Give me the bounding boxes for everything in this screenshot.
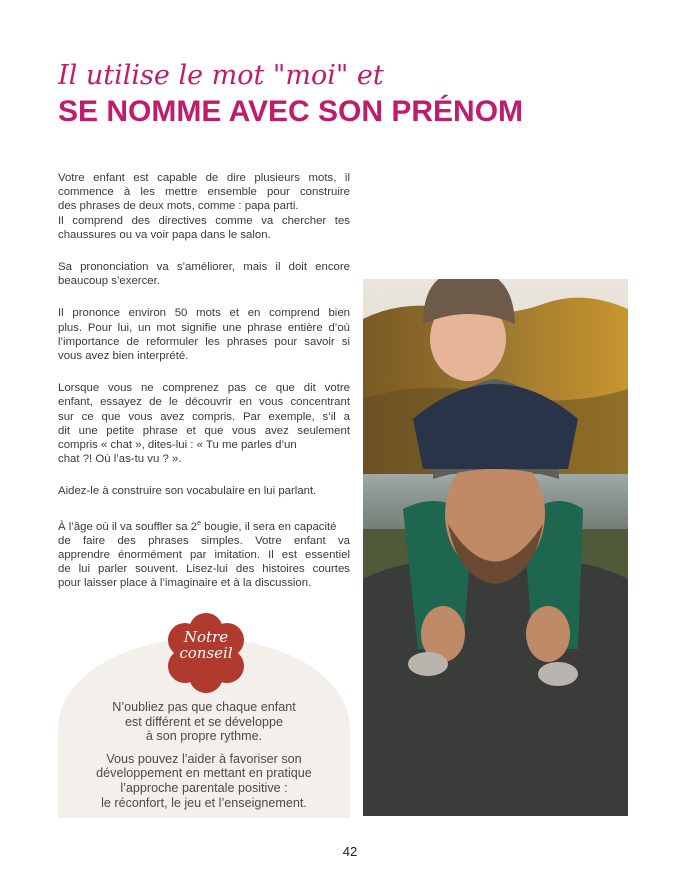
text-line: chaussures ou va voir papa dans le salon. [58,228,271,241]
article-body [58,171,350,604]
text-line: Sa prononciation va s’améliorer, mais il doit encore [58,261,350,274]
text-line: dit une petite phrase et que vous avez seulement [58,424,350,437]
text-line: enfant, essayez de le découvrir en vous concentrant [58,396,350,409]
paragraph-6 [58,517,350,591]
text-line: l’importance de reformuler les phrases pour savoir si [58,335,350,348]
page-subtitle: Il utilise le mot "moi" et [58,60,384,91]
text-line: Il comprend des directives comme va chercher tes [58,214,350,227]
page-title: SE NOMME AVEC SON PRÉNOM [58,95,524,128]
advice-paragraph-2: Vous pouvez l’aider à favoriser son développement en mettant en pratique l’approche parentale positive : le réconfort, le jeu et l’enseignement. [96,751,312,810]
text-line: pour laisser place à l’imaginaire et à la discussion. [58,577,312,590]
text-line: des phrases de deux mots, comme : papa parti. [58,200,299,213]
advice-badge-label: Notre conseil [179,628,233,662]
page-number: 42 [342,844,358,859]
advice-paragraph-1: N’oubliez pas que chaque enfant est différent et se développe à son propre rythme. [112,700,296,744]
text-line: Il prononce environ 50 mots et en comprend bien [58,307,350,320]
advice-text [64,700,344,810]
text-line: vous avez bien interprété. [58,350,189,363]
paragraph-5 [58,484,350,498]
text-line: Votre enfant est capable de dire plusieurs mots, il [58,172,350,184]
text-line: de faire des phrases simples. Votre enfant va [58,534,350,547]
text-line: Aidez-le à construire son vocabulaire en lui parlant. [58,485,317,498]
paragraph-2 [58,260,350,288]
text-line: apprendre énormément par imitation. Il est essentiel [58,548,350,561]
text-line: chat ?! Où l’as-tu vu ? ». [58,453,182,466]
text-line: compris « chat », dites-lui : « Tu me parles d’un [58,439,297,452]
text-line: beaucoup s’exercer. [58,275,160,288]
text-line: de lui parler souvent. Lisez-lui des histoires courtes [58,563,350,576]
text-line: commence à les mettre ensemble pour construire [58,186,350,199]
text-line: plus. Pour lui, un mot signifie une phrase entière d’où [58,321,350,334]
paragraph-1 [58,171,350,242]
text-line: sur ce que vous avez compris. Par exemple, s’il a [58,410,350,423]
paragraph-3 [58,306,350,363]
father-child-photo [363,279,628,816]
paragraph-4 [58,381,350,466]
text-line: À l’âge où il va souffler sa 2e bougie, il sera en capacité [58,519,337,533]
text-line: Lorsque vous ne comprenez pas ce que dit votre [58,382,350,395]
